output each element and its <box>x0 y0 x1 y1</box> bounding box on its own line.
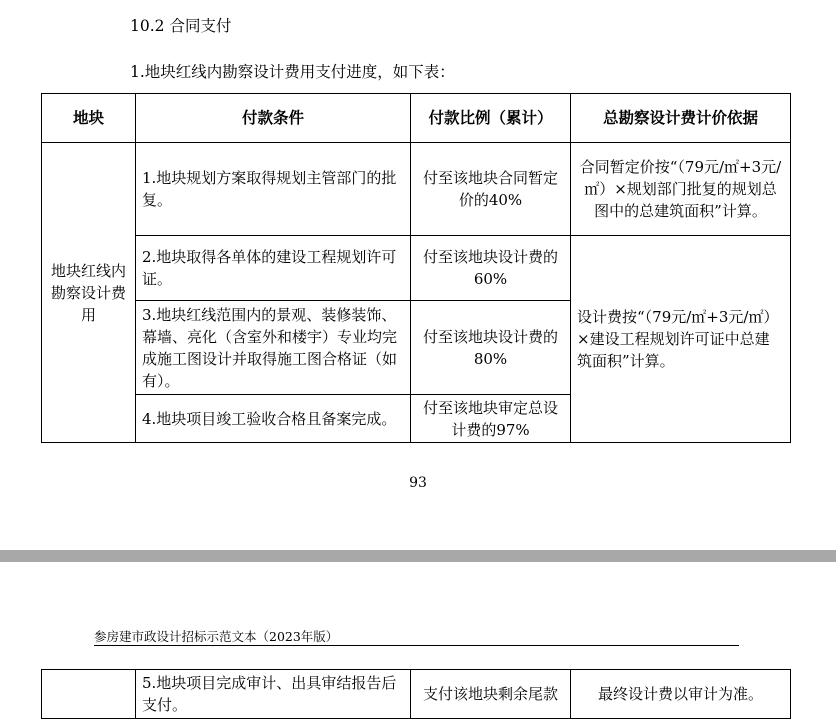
condition-cell: 3.地块红线范围内的景观、装修装饰、幕墙、亮化（含室外和楼宇）专业均完成施工图设计并取得施工图合格证（如有）。 <box>136 301 411 395</box>
page-separator <box>0 550 836 562</box>
basis-cell: 设计费按“（79元/㎡+3元/㎡）×建设工程规划许可证中总建筑面积”计算。 <box>571 236 791 443</box>
header-rule <box>94 645 739 646</box>
basis-cell: 合同暂定价按“（79元/㎡+3元/㎡）×规划部门批复的规划总图中的总建筑面积”计算。 <box>571 143 791 236</box>
table-intro: 1.地块红线内勘察设计费用支付进度，如下表： <box>130 63 455 81</box>
running-header: 参房建市政设计招标示范文本（2023年版） <box>94 629 339 644</box>
header-basis: 总勘察设计费计价依据 <box>571 94 791 143</box>
parcel-label-cell: 地块红线内勘察设计费用 <box>42 143 136 443</box>
condition-cell: 4.地块项目竣工验收合格且备案完成。 <box>136 395 411 443</box>
condition-cell: 1.地块规划方案取得规划主管部门的批复。 <box>136 143 411 236</box>
table-row <box>42 143 791 236</box>
header-condition: 付款条件 <box>136 94 411 143</box>
ratio-cell: 付至该地块设计费的60% <box>411 236 571 301</box>
ratio-cell: 付至该地块审定总设计费的97% <box>411 395 571 443</box>
header-parcel: 地块 <box>42 94 136 143</box>
ratio-cell: 付至该地块设计费的80% <box>411 301 571 395</box>
ratio-cell: 支付该地块剩余尾款 <box>411 670 571 719</box>
payment-schedule-table-continued <box>41 669 791 719</box>
table-header-row <box>42 94 791 143</box>
table-row <box>42 236 791 301</box>
basis-cell: 最终设计费以审计为准。 <box>571 670 791 719</box>
table-row <box>42 670 791 719</box>
ratio-cell: 付至该地块合同暂定价的40% <box>411 143 571 236</box>
page-number: 93 <box>409 475 427 491</box>
payment-schedule-table <box>41 93 791 443</box>
parcel-label-cell <box>42 670 136 719</box>
condition-cell: 5.地块项目完成审计、出具审结报告后支付。 <box>136 670 411 719</box>
condition-cell: 2.地块取得各单体的建设工程规划许可证。 <box>136 236 411 301</box>
section-heading: 10.2 合同支付 <box>130 17 232 35</box>
header-ratio: 付款比例（累计） <box>411 94 571 143</box>
